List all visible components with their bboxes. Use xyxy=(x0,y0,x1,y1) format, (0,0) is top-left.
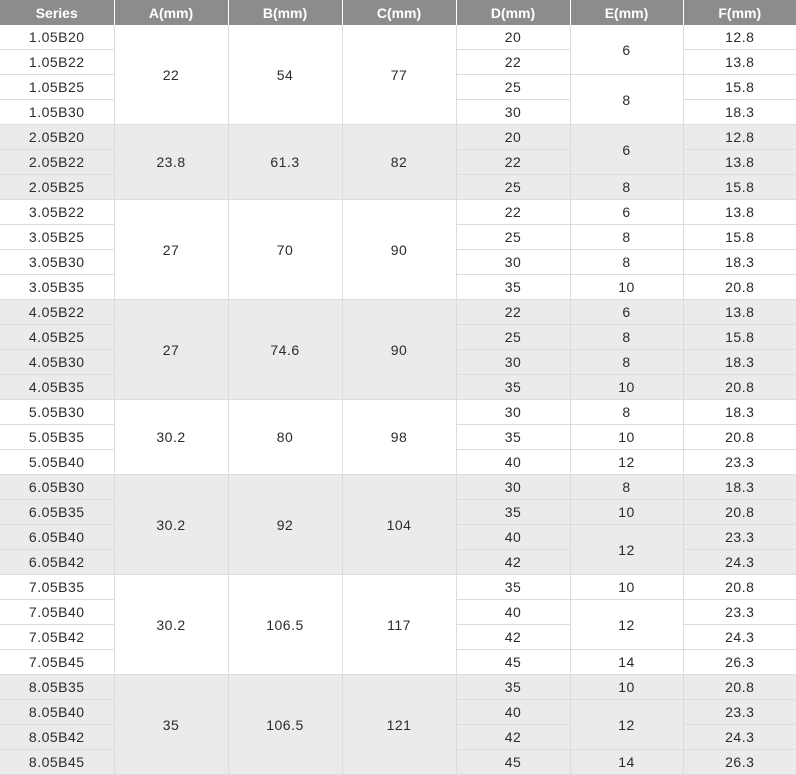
e-cell: 6 xyxy=(570,25,683,75)
f-cell: 23.3 xyxy=(683,700,796,725)
series-cell: 1.05B30 xyxy=(0,100,114,125)
series-cell: 7.05B45 xyxy=(0,650,114,675)
d-cell: 40 xyxy=(456,450,570,475)
series-cell: 8.05B45 xyxy=(0,750,114,775)
a-cell: 30.2 xyxy=(114,575,228,675)
e-cell: 8 xyxy=(570,250,683,275)
e-cell: 12 xyxy=(570,700,683,750)
series-cell: 7.05B42 xyxy=(0,625,114,650)
c-cell: 98 xyxy=(342,400,456,475)
series-cell: 7.05B35 xyxy=(0,575,114,600)
header-c: C(mm) xyxy=(342,0,456,25)
f-cell: 23.3 xyxy=(683,600,796,625)
f-cell: 20.8 xyxy=(683,425,796,450)
f-cell: 18.3 xyxy=(683,475,796,500)
d-cell: 35 xyxy=(456,425,570,450)
b-cell: 61.3 xyxy=(228,125,342,200)
series-cell: 3.05B25 xyxy=(0,225,114,250)
a-cell: 30.2 xyxy=(114,475,228,575)
series-cell: 5.05B30 xyxy=(0,400,114,425)
d-cell: 30 xyxy=(456,400,570,425)
f-cell: 23.3 xyxy=(683,450,796,475)
series-cell: 8.05B42 xyxy=(0,725,114,750)
f-cell: 18.3 xyxy=(683,350,796,375)
series-cell: 3.05B22 xyxy=(0,200,114,225)
b-cell: 74.6 xyxy=(228,300,342,400)
b-cell: 106.5 xyxy=(228,675,342,775)
series-cell: 6.05B42 xyxy=(0,550,114,575)
header-d: D(mm) xyxy=(456,0,570,25)
e-cell: 14 xyxy=(570,750,683,775)
e-cell: 10 xyxy=(570,275,683,300)
f-cell: 26.3 xyxy=(683,750,796,775)
series-cell: 2.05B25 xyxy=(0,175,114,200)
f-cell: 20.8 xyxy=(683,675,796,700)
d-cell: 40 xyxy=(456,700,570,725)
a-cell: 22 xyxy=(114,25,228,125)
series-cell: 8.05B35 xyxy=(0,675,114,700)
series-cell: 8.05B40 xyxy=(0,700,114,725)
table-row xyxy=(0,125,796,150)
f-cell: 15.8 xyxy=(683,175,796,200)
c-cell: 104 xyxy=(342,475,456,575)
e-cell: 8 xyxy=(570,225,683,250)
c-cell: 82 xyxy=(342,125,456,200)
table-row xyxy=(0,575,796,600)
d-cell: 35 xyxy=(456,375,570,400)
f-cell: 23.3 xyxy=(683,525,796,550)
e-cell: 14 xyxy=(570,650,683,675)
f-cell: 15.8 xyxy=(683,75,796,100)
b-cell: 92 xyxy=(228,475,342,575)
e-cell: 8 xyxy=(570,475,683,500)
series-cell: 5.05B35 xyxy=(0,425,114,450)
c-cell: 90 xyxy=(342,200,456,300)
e-cell: 8 xyxy=(570,325,683,350)
e-cell: 12 xyxy=(570,450,683,475)
series-cell: 7.05B40 xyxy=(0,600,114,625)
f-cell: 15.8 xyxy=(683,325,796,350)
a-cell: 27 xyxy=(114,300,228,400)
d-cell: 22 xyxy=(456,200,570,225)
f-cell: 12.8 xyxy=(683,125,796,150)
series-cell: 4.05B25 xyxy=(0,325,114,350)
f-cell: 20.8 xyxy=(683,375,796,400)
e-cell: 8 xyxy=(570,350,683,375)
d-cell: 25 xyxy=(456,175,570,200)
series-cell: 3.05B30 xyxy=(0,250,114,275)
e-cell: 10 xyxy=(570,675,683,700)
d-cell: 22 xyxy=(456,50,570,75)
e-cell: 10 xyxy=(570,500,683,525)
a-cell: 30.2 xyxy=(114,400,228,475)
series-cell: 4.05B30 xyxy=(0,350,114,375)
e-cell: 12 xyxy=(570,600,683,650)
series-cell: 6.05B40 xyxy=(0,525,114,550)
series-cell: 2.05B20 xyxy=(0,125,114,150)
f-cell: 24.3 xyxy=(683,725,796,750)
f-cell: 13.8 xyxy=(683,50,796,75)
d-cell: 30 xyxy=(456,100,570,125)
f-cell: 13.8 xyxy=(683,300,796,325)
f-cell: 20.8 xyxy=(683,275,796,300)
series-cell: 1.05B25 xyxy=(0,75,114,100)
d-cell: 45 xyxy=(456,650,570,675)
e-cell: 12 xyxy=(570,525,683,575)
table-row xyxy=(0,200,796,225)
header-b: B(mm) xyxy=(228,0,342,25)
d-cell: 42 xyxy=(456,725,570,750)
d-cell: 42 xyxy=(456,625,570,650)
d-cell: 20 xyxy=(456,125,570,150)
c-cell: 117 xyxy=(342,575,456,675)
table-row xyxy=(0,25,796,50)
a-cell: 23.8 xyxy=(114,125,228,200)
d-cell: 40 xyxy=(456,600,570,625)
f-cell: 18.3 xyxy=(683,400,796,425)
d-cell: 25 xyxy=(456,325,570,350)
header-series: Series xyxy=(0,0,114,25)
header-row xyxy=(0,0,796,25)
d-cell: 35 xyxy=(456,500,570,525)
table-row xyxy=(0,300,796,325)
b-cell: 54 xyxy=(228,25,342,125)
f-cell: 20.8 xyxy=(683,500,796,525)
series-cell: 4.05B35 xyxy=(0,375,114,400)
f-cell: 18.3 xyxy=(683,250,796,275)
c-cell: 77 xyxy=(342,25,456,125)
e-cell: 6 xyxy=(570,125,683,175)
d-cell: 25 xyxy=(456,225,570,250)
c-cell: 90 xyxy=(342,300,456,400)
series-cell: 5.05B40 xyxy=(0,450,114,475)
series-cell: 3.05B35 xyxy=(0,275,114,300)
f-cell: 13.8 xyxy=(683,200,796,225)
e-cell: 10 xyxy=(570,375,683,400)
header-f: F(mm) xyxy=(683,0,796,25)
table-row xyxy=(0,475,796,500)
e-cell: 8 xyxy=(570,175,683,200)
header-a: A(mm) xyxy=(114,0,228,25)
d-cell: 30 xyxy=(456,250,570,275)
f-cell: 20.8 xyxy=(683,575,796,600)
d-cell: 25 xyxy=(456,75,570,100)
e-cell: 6 xyxy=(570,200,683,225)
f-cell: 18.3 xyxy=(683,100,796,125)
d-cell: 35 xyxy=(456,675,570,700)
e-cell: 8 xyxy=(570,400,683,425)
f-cell: 15.8 xyxy=(683,225,796,250)
table-body xyxy=(0,25,796,775)
d-cell: 35 xyxy=(456,575,570,600)
d-cell: 30 xyxy=(456,350,570,375)
series-cell: 2.05B22 xyxy=(0,150,114,175)
d-cell: 42 xyxy=(456,550,570,575)
e-cell: 10 xyxy=(570,575,683,600)
table-header xyxy=(0,0,796,25)
b-cell: 70 xyxy=(228,200,342,300)
c-cell: 121 xyxy=(342,675,456,775)
table-row xyxy=(0,400,796,425)
b-cell: 80 xyxy=(228,400,342,475)
d-cell: 30 xyxy=(456,475,570,500)
a-cell: 35 xyxy=(114,675,228,775)
series-cell: 6.05B30 xyxy=(0,475,114,500)
d-cell: 22 xyxy=(456,150,570,175)
f-cell: 13.8 xyxy=(683,150,796,175)
header-e: E(mm) xyxy=(570,0,683,25)
table-row xyxy=(0,675,796,700)
d-cell: 40 xyxy=(456,525,570,550)
b-cell: 106.5 xyxy=(228,575,342,675)
a-cell: 27 xyxy=(114,200,228,300)
d-cell: 22 xyxy=(456,300,570,325)
e-cell: 8 xyxy=(570,75,683,125)
e-cell: 10 xyxy=(570,425,683,450)
d-cell: 20 xyxy=(456,25,570,50)
f-cell: 26.3 xyxy=(683,650,796,675)
series-cell: 4.05B22 xyxy=(0,300,114,325)
d-cell: 45 xyxy=(456,750,570,775)
series-cell: 1.05B20 xyxy=(0,25,114,50)
d-cell: 35 xyxy=(456,275,570,300)
f-cell: 24.3 xyxy=(683,625,796,650)
series-cell: 6.05B35 xyxy=(0,500,114,525)
f-cell: 12.8 xyxy=(683,25,796,50)
f-cell: 24.3 xyxy=(683,550,796,575)
e-cell: 6 xyxy=(570,300,683,325)
series-cell: 1.05B22 xyxy=(0,50,114,75)
